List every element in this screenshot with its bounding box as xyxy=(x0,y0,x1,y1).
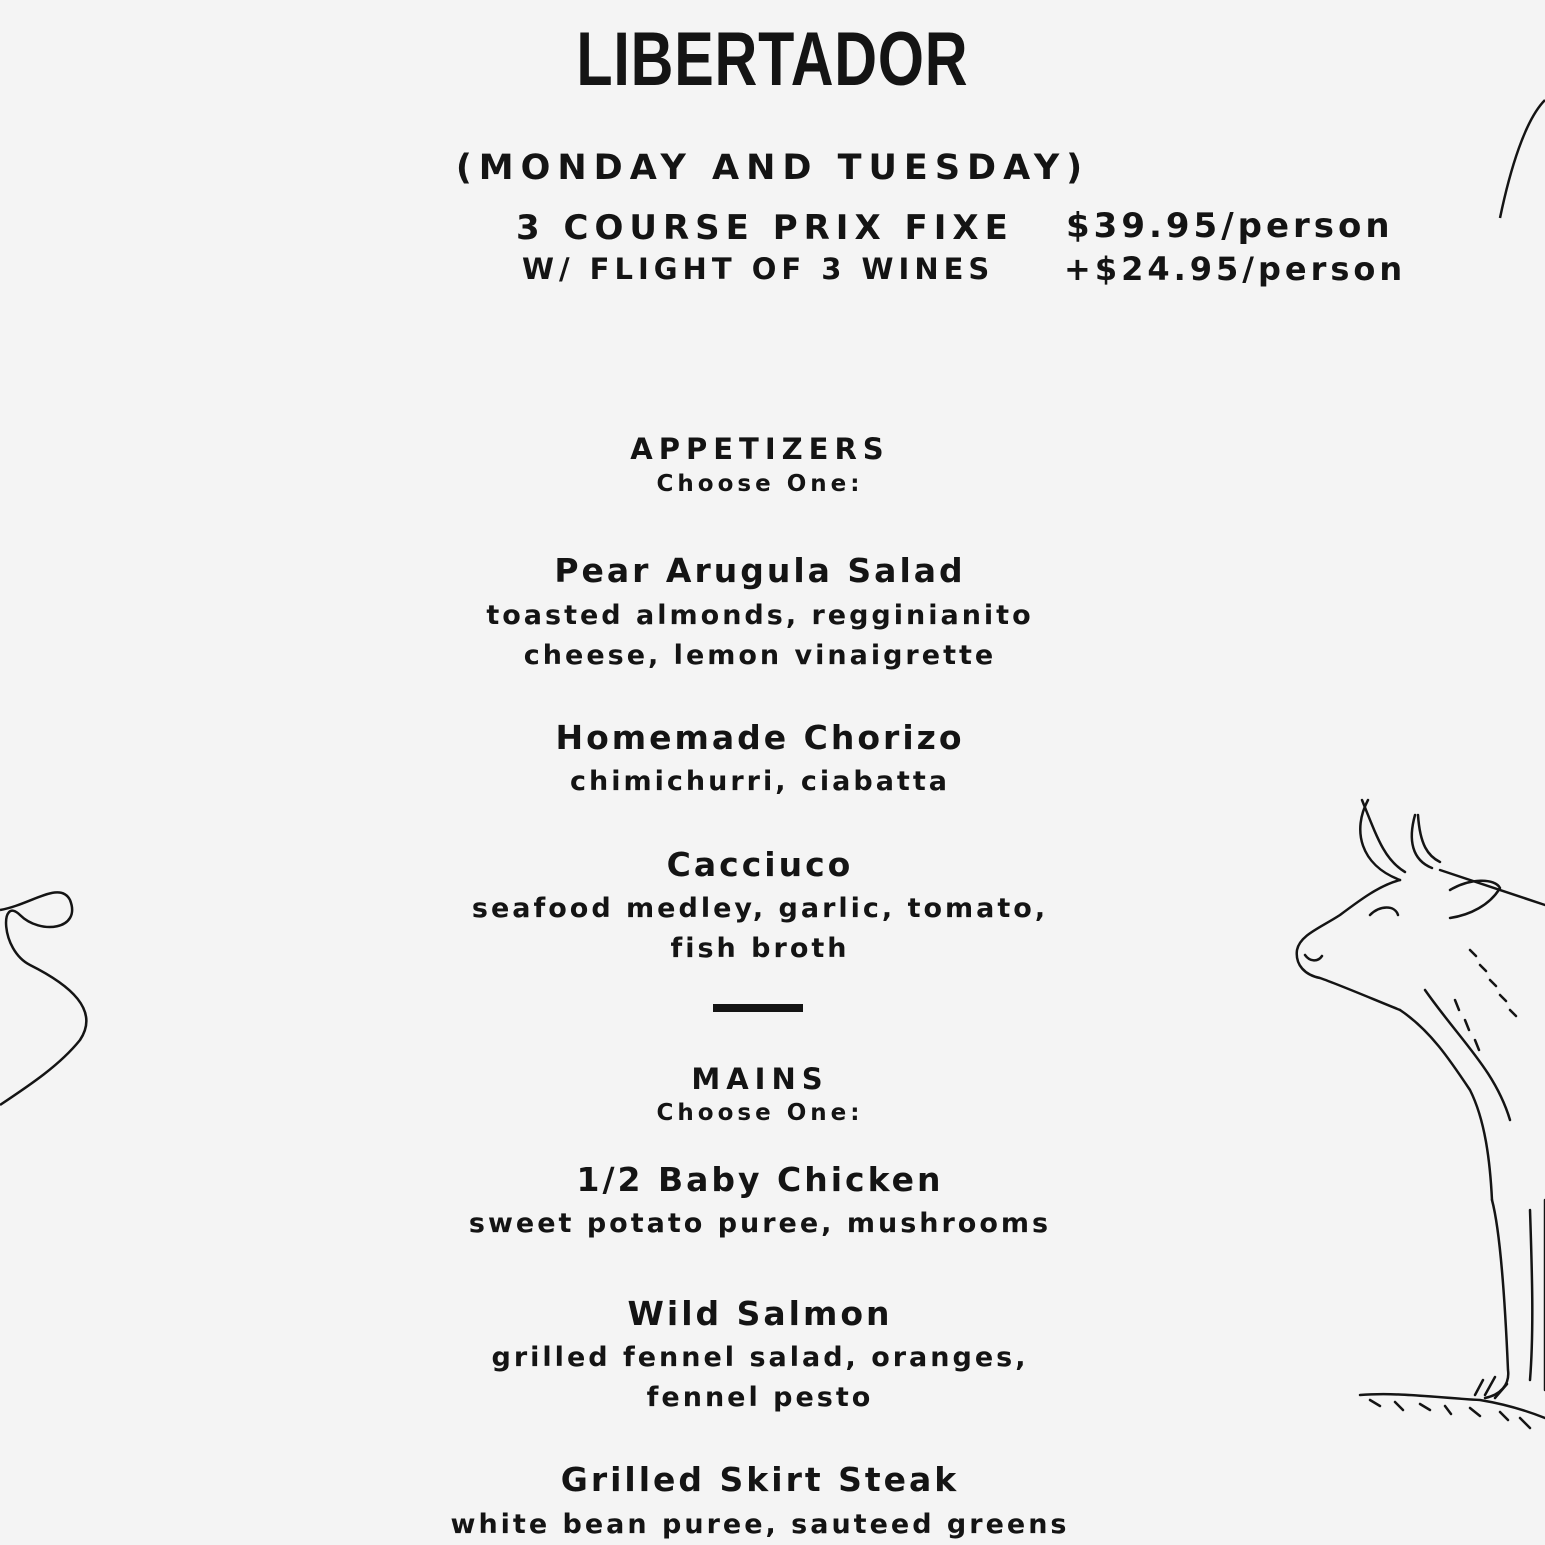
wine-flight-label: W/ FLIGHT OF 3 WINES xyxy=(522,252,995,286)
dish-description: toasted almonds, regginianito xyxy=(486,600,1034,631)
curve-line-icon xyxy=(1500,100,1545,218)
dish-name: 1/2 Baby Chicken xyxy=(576,1160,944,1199)
dish-description: cheese, lemon vinaigrette xyxy=(523,640,997,671)
dish-name: Grilled Skirt Steak xyxy=(560,1460,960,1499)
bull-icon xyxy=(1297,800,1545,1428)
days-subtitle: (MONDAY AND TUESDAY) xyxy=(455,148,1090,188)
dish-name: Pear Arugula Salad xyxy=(554,551,966,590)
mains-instruction: Choose One: xyxy=(656,1100,864,1126)
dish-description: fish broth xyxy=(670,933,850,964)
dish-description: white bean puree, sauteed greens xyxy=(450,1509,1070,1540)
swirl-line-icon xyxy=(0,892,86,1105)
dish-description: fennel pesto xyxy=(646,1382,874,1413)
wine-flight-price: +$24.95/person xyxy=(1064,250,1407,288)
appetizers-instruction: Choose One: xyxy=(656,471,864,497)
prix-fixe-price: $39.95/person xyxy=(1066,206,1394,246)
prix-fixe-label: 3 COURSE PRIX FIXE xyxy=(516,208,1014,248)
dish-name: Homemade Chorizo xyxy=(555,718,965,757)
restaurant-title: LIBERTADOR xyxy=(576,17,969,102)
dish-name: Wild Salmon xyxy=(627,1294,893,1333)
dish-description: sweet potato puree, mushrooms xyxy=(468,1208,1052,1239)
dish-description: seafood medley, garlic, tomato, xyxy=(471,893,1049,924)
dish-description: chimichurri, ciabatta xyxy=(570,766,950,797)
dish-name: Cacciuco xyxy=(666,845,854,884)
dish-description: grilled fennel salad, oranges, xyxy=(491,1342,1029,1373)
mains-heading: MAINS xyxy=(691,1062,829,1096)
appetizers-heading: APPETIZERS xyxy=(630,432,890,466)
